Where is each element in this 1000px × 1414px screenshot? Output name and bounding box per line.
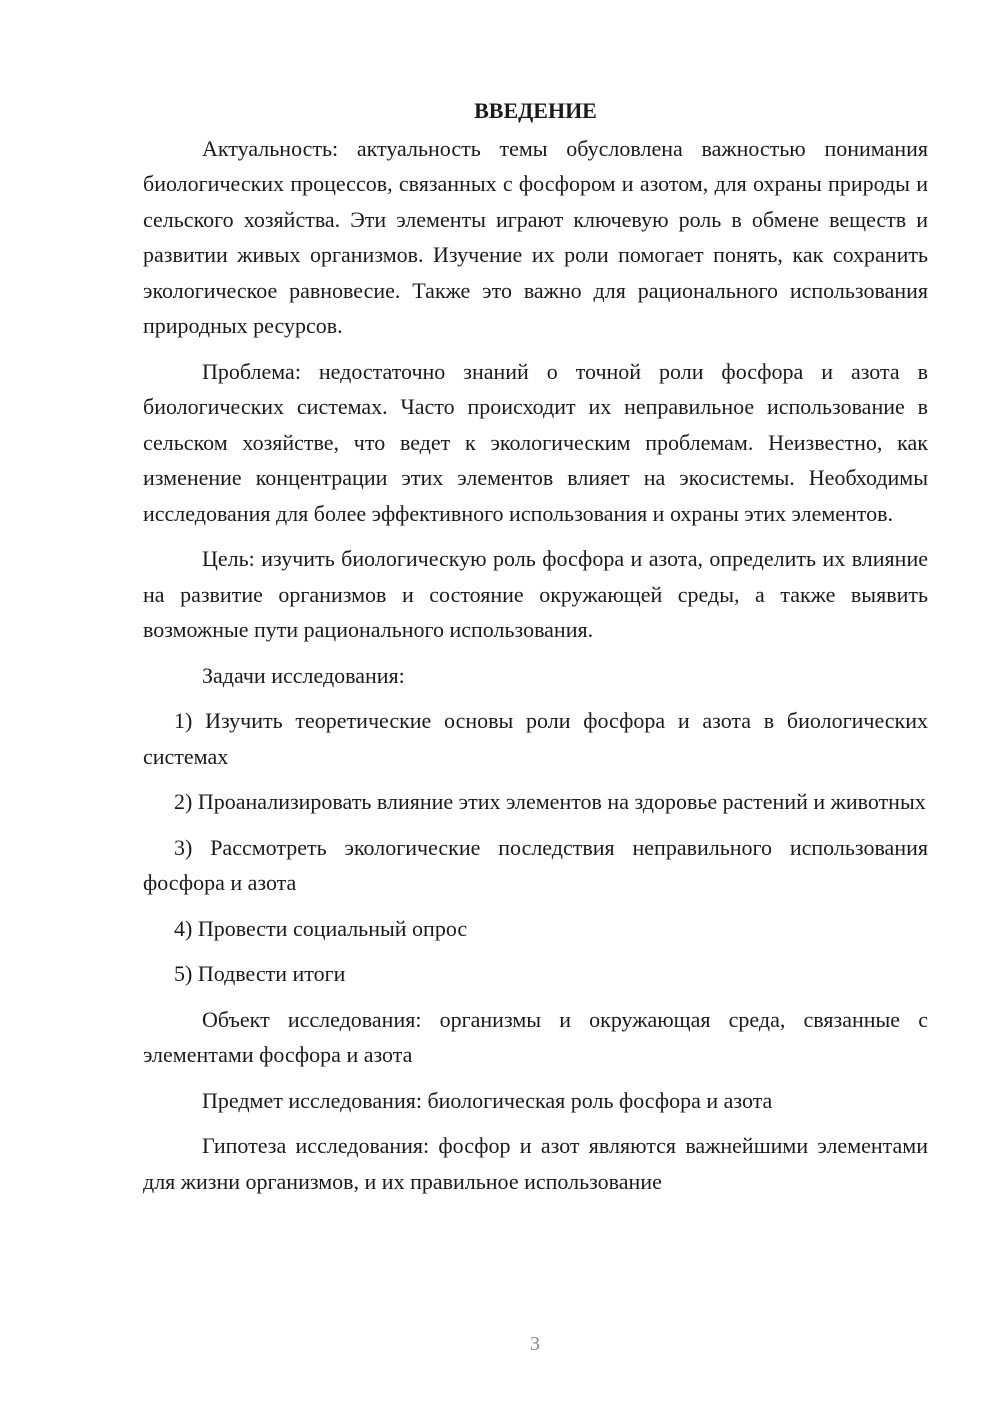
task-item-4: 4) Провести социальный опрос xyxy=(174,915,468,941)
hypothesis-paragraph: Гипотеза исследования: фосфор и азот являются важнейшими элементами для жизни организмов, и их правильное использование xyxy=(143,1133,928,1194)
tasks-heading: Задачи исследования: xyxy=(202,662,405,688)
task-item-5: 5) Подвести итоги xyxy=(174,961,346,986)
object-paragraph: Объект исследования: организмы и окружающая среда, связанные с элементами фосфора и азота xyxy=(143,1006,928,1067)
subject-paragraph: Предмет исследования: биологическая роль фосфора и азота xyxy=(202,1087,773,1113)
task-item-3: 3) Рассмотреть экологические последствия неправильного использования фосфора и азота xyxy=(143,834,928,895)
task-item-2: 2) Проанализировать влияние этих элементов на здоровье растений и животных xyxy=(174,789,926,814)
task-item-1: 1) Изучить теоретические основы роли фосфора и азота в биологических системах xyxy=(143,708,928,769)
problem-paragraph: Проблема: недостаточно знаний о точной роли фосфора и азота в биологических системах. Часто происходит их неправильное использование в сельском хозяйстве, что ведет к экологическим проблемам. Неизвестно, как изменение концентрации этих элементов влияет на экосистемы. Необходимы исследования для более эффективного использования и охраны этих элементов. xyxy=(143,358,928,526)
relevance-paragraph: Актуальность: актуальность темы обусловлена важностью понимания биологических процессов, связанных с фосфором и азотом, для охраны природы и сельского хозяйства. Эти элементы играют ключевую роль в обмене веществ и развитии живых организмов. Изучение их роли помогает понять, как сохранить экологическое равновесие. Также это важно для рационального использования природных ресурсов. xyxy=(143,135,928,338)
page-number: 3 xyxy=(530,1333,540,1355)
goal-paragraph: Цель: изучить биологическую роль фосфора и азота, определить их влияние на развитие организмов и состояние окружающей среды, а также выявить возможные пути рационального использования. xyxy=(143,546,928,642)
page-content xyxy=(143,93,928,1209)
section-title: ВВЕДЕНИЕ xyxy=(474,98,597,123)
